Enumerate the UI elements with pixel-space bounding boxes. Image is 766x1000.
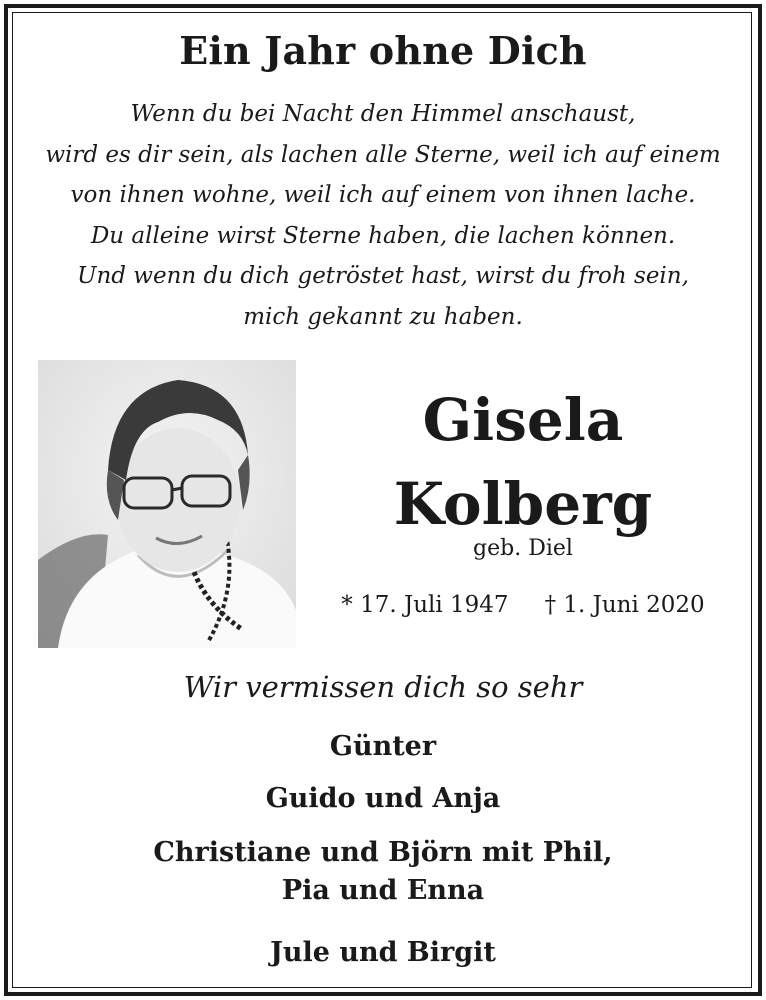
mourner-line: Günter <box>329 731 437 762</box>
poem-line: wird es dir sein, als lachen alle Sterne, weil ich auf einem <box>45 141 721 168</box>
mourner-group <box>0 728 766 766</box>
death-date: † 1. Juni 2020 <box>544 592 705 618</box>
mourner-group <box>0 934 766 972</box>
poem-line: mich gekannt zu haben. <box>243 303 523 330</box>
first-name: Gisela <box>422 386 624 454</box>
birth-date: * 17. Juli 1947 <box>341 592 509 618</box>
mourner-line: Christiane und Björn mit Phil, <box>153 837 613 868</box>
deceased-name <box>330 378 716 546</box>
poem-line: Und wenn du dich getröstet hast, wirst du froh sein, <box>77 263 689 290</box>
mourner-line: Pia und Enna <box>281 875 485 906</box>
mourner-line: Guido und Anja <box>265 783 501 814</box>
mourner-group <box>0 834 766 910</box>
life-dates <box>330 592 716 618</box>
poem-line: Wenn du bei Nacht den Himmel anschaust, <box>130 101 636 127</box>
mourner-line: Jule und Birgit <box>270 937 496 968</box>
mourner-group <box>0 780 766 818</box>
portrait-photo <box>38 360 296 648</box>
maiden-name: geb. Diel <box>473 536 573 561</box>
poem <box>20 94 746 338</box>
last-name: Kolberg <box>393 470 653 538</box>
heading: Ein Jahr ohne Dich <box>179 28 587 73</box>
poem-line: Du alleine wirst Sterne haben, die lachen können. <box>90 222 676 249</box>
miss-line: Wir vermissen dich so sehr <box>183 670 583 704</box>
poem-line: von ihnen wohne, weil ich auf einem von ihnen lache. <box>70 182 696 209</box>
